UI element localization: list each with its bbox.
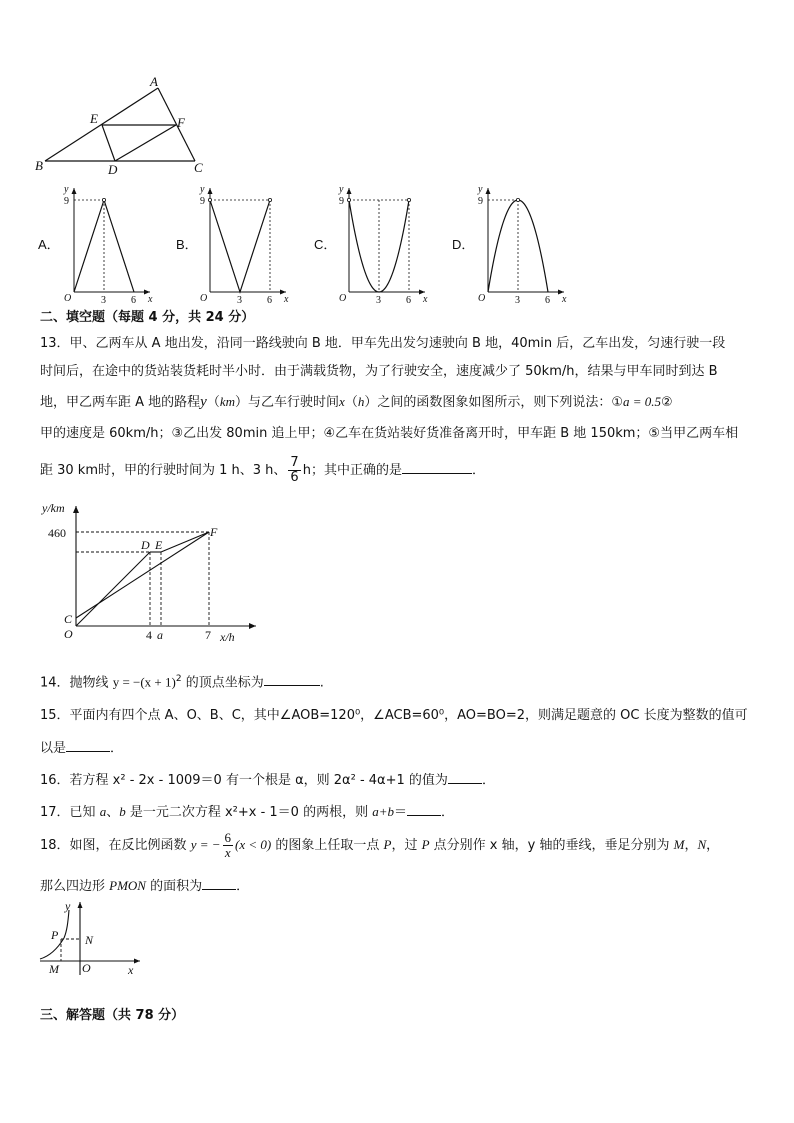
q14-answer-blank[interactable]: [264, 672, 320, 686]
y-axis-arrow: [72, 188, 77, 194]
q14-expression: y = −(x + 1): [112, 674, 176, 690]
option-d-graph: [472, 182, 572, 306]
q13-xlabel: x/h: [220, 630, 235, 644]
vertex-e-label: E: [90, 111, 98, 126]
vertex-c-label: C: [194, 160, 203, 175]
q18-graph-point-n: N: [85, 933, 94, 947]
q13-unit-km: km: [219, 394, 236, 409]
q16-line: [40, 770, 758, 788]
q18-end: ．: [236, 879, 250, 894]
q13-answer-blank[interactable]: [402, 460, 472, 474]
vertex-b-label: B: [35, 158, 43, 173]
q13-number: 13．: [40, 336, 70, 351]
q18-point-p-2: P: [421, 837, 430, 852]
q13-text-3b: （: [206, 395, 220, 410]
q13-text-5a: 距 30 km时，甲的行驶时间为 1 h、3 h、: [40, 463, 287, 478]
q18-graph-point-m: M: [49, 962, 59, 976]
section-2-title: 二、填空题（每题 4 分，共 24 分）: [40, 310, 255, 325]
vertex-f-label: F: [177, 115, 185, 130]
y-axis-label: y: [339, 184, 344, 195]
option-a-label[interactable]: A．: [38, 237, 60, 252]
tick-label-3: 3: [237, 295, 242, 306]
tick-label-9: 9: [200, 196, 205, 207]
function-curve: [210, 200, 270, 292]
q18-graph-point-p: P: [51, 928, 59, 942]
origin-label: O: [339, 293, 347, 304]
option-c-label[interactable]: C．: [314, 237, 337, 252]
tick-label-3: 3: [515, 295, 520, 306]
q13-ylabel: y/km: [42, 501, 65, 515]
q13-point-e: E: [155, 538, 163, 552]
q13-text-1: 甲、乙两车从 A 地出发，沿同一路线驶向 B 地．甲车先出发匀速驶向 B 地，40min 后，乙车出发，匀速行驶一段: [69, 336, 726, 351]
tick-label-6: 6: [131, 295, 136, 306]
q13-text-5b: h；其中正确的是: [302, 463, 402, 478]
q15-line-1: [40, 708, 758, 723]
q17-separator: 、: [106, 805, 120, 820]
triangle-figure: [30, 74, 220, 178]
q13-text-2: 时间后，在途中的货站装货耗时半小时．由于满载货物，为了行驶安全，速度减少了 50km/h，结果与甲车同时到达 B: [40, 364, 718, 379]
q17-end: ．: [441, 805, 455, 820]
option-b-label[interactable]: B．: [176, 237, 198, 252]
q13-text-3e: ）之间的函数图象如图所示，则下列说法：①: [364, 395, 623, 410]
q18-quad-pmon: PMON: [109, 878, 146, 893]
q18-point-n: N: [697, 837, 707, 852]
option-d-label[interactable]: D．: [452, 237, 475, 252]
tick-label-9: 9: [339, 196, 344, 207]
q18-fraction-denominator: x: [224, 845, 231, 860]
q13-fraction: [288, 456, 300, 485]
q18-y-axis-label: y: [65, 899, 71, 913]
tick-label-3: 3: [101, 295, 106, 306]
tick-label-6: 6: [406, 295, 411, 306]
q16-answer-blank[interactable]: [448, 770, 482, 784]
endpoint-marker: [208, 198, 211, 201]
q18-text-b: 的图象上任取一点: [271, 838, 384, 853]
q13-line-5: [40, 452, 758, 490]
q18-inverse-function-graph: [36, 898, 146, 980]
q14-exponent: 2: [175, 674, 182, 684]
q14-text-b: 的顶点坐标为: [181, 675, 264, 691]
q17-answer-blank[interactable]: [407, 802, 441, 816]
q15-text-2: 以是: [40, 741, 67, 756]
q13-line-4: [40, 426, 758, 441]
q13-point-f: F: [210, 525, 218, 539]
q13-unit-h: h: [357, 394, 365, 409]
q13-eq-a: a = 0.5: [623, 394, 662, 409]
q17-line: [40, 802, 758, 820]
q15-line-2: [40, 738, 758, 756]
y-axis-arrow: [486, 188, 491, 194]
tick-label-9: 9: [478, 196, 483, 207]
q15-end: ．: [110, 741, 124, 756]
q15-text-1: 平面内有四个点 A、O、B、C，其中∠AOB=120⁰，∠ACB=60⁰，AO=BO=2，则满足题意的 OC 长度为整数的值可: [69, 708, 748, 723]
q17-number: 17．: [40, 805, 70, 820]
section-3-title: 三、解答题（共 78 分）: [40, 1008, 185, 1023]
q18-point-m: M: [673, 837, 685, 852]
endpoint-marker: [347, 198, 350, 201]
option-a-graph: [58, 182, 158, 306]
fraction-numerator: 7: [290, 455, 299, 470]
q13-tick-4: 4: [146, 628, 152, 642]
q18-text-a: 如图，在反比例函数: [69, 838, 191, 853]
q18-text-c: ，过: [391, 838, 422, 853]
y-axis-label: y: [200, 184, 205, 195]
y-axis-arrow: [347, 188, 352, 194]
q14-number: 14．: [40, 675, 70, 691]
q14-end: .: [319, 675, 324, 691]
tick-label-6: 6: [545, 295, 550, 306]
endpoint-marker: [407, 198, 410, 201]
q13-text-3f: ②: [661, 395, 673, 410]
endpoint-marker: [516, 198, 519, 201]
q13-var-y: y: [200, 394, 207, 410]
q13-text-3d: （: [344, 395, 358, 410]
q13-end: ．: [471, 463, 485, 478]
q13-distance-time-graph: [38, 496, 278, 646]
q18-line-2: [40, 876, 758, 894]
tick-label-3: 3: [376, 295, 381, 306]
x-axis-label: x: [284, 294, 289, 305]
x-axis-label: x: [423, 294, 428, 305]
q17-text-b: 是一元二次方程 x²+x - 1＝0 的两根，则: [125, 805, 373, 820]
q18-text-f: 那么四边形: [40, 879, 110, 894]
q18-answer-blank[interactable]: [202, 876, 236, 890]
q18-fraction: [223, 831, 234, 860]
q16-end: ．: [481, 773, 495, 788]
q13-origin: O: [64, 627, 73, 641]
q13-line-2: [40, 364, 758, 379]
q14-line: [40, 672, 758, 690]
q18-text-e: ，: [706, 838, 720, 853]
origin-label: O: [64, 293, 72, 304]
q13-var-x: x: [339, 394, 345, 409]
vertex-a-label: A: [150, 74, 158, 89]
q17-var-a: a: [99, 804, 107, 819]
option-b-graph: [194, 182, 294, 306]
tick-label-6: 6: [267, 295, 272, 306]
q17-sum: a+b: [372, 804, 395, 819]
option-c-graph: [333, 182, 433, 306]
q13-text-3c: ）与乙车行驶时间: [235, 395, 340, 410]
q18-line-1: [40, 826, 758, 865]
y-axis-arrow: [208, 188, 213, 194]
q13-text-3a: 地，甲乙两车距 A 地的路程: [40, 395, 201, 410]
q18-x-axis-label: x: [128, 963, 134, 977]
origin-label: O: [200, 293, 208, 304]
q18-fraction-numerator: 6: [224, 830, 232, 845]
fraction-denominator: 6: [290, 470, 299, 485]
endpoint-marker: [268, 198, 271, 201]
q18-graph-origin: O: [82, 961, 91, 975]
q18-text-g: 的面积为: [145, 879, 203, 894]
x-axis-label: x: [148, 294, 153, 305]
y-axis-label: y: [64, 184, 69, 195]
q17-text-a: 已知: [69, 805, 100, 820]
vertex-d-label: D: [108, 162, 118, 177]
q18-point-p: P: [383, 837, 392, 852]
q18-comma: ，: [684, 838, 698, 853]
q13-point-d: D: [141, 538, 150, 552]
x-axis-label: x: [562, 294, 567, 305]
q13-line-3: [40, 394, 758, 410]
q13-tick-7: 7: [205, 628, 211, 642]
q15-number: 15．: [40, 708, 70, 723]
origin-label: O: [478, 293, 486, 304]
q18-domain: (x < 0): [235, 837, 272, 852]
tick-label-9: 9: [64, 196, 69, 207]
q18-func-y: y = −: [190, 837, 221, 852]
q16-number: 16．: [40, 773, 70, 788]
q18-number: 18．: [40, 838, 70, 853]
q13-tick-a: a: [157, 628, 163, 642]
q13-line-1: [40, 336, 758, 351]
endpoint-marker: [102, 198, 105, 201]
q18-text-d: 点分别作 x 轴，y 轴的垂线，垂足分别为: [429, 838, 674, 853]
q13-point-c: C: [64, 612, 73, 626]
q13-text-4: 甲的速度是 60km/h；③乙出发 80min 追上甲；④乙车在货站装好货准备离开时，甲车距 B 地 150km；⑤当甲乙两车相: [40, 426, 739, 441]
q13-tick-460: 460: [48, 526, 66, 540]
q15-answer-blank[interactable]: [66, 738, 110, 752]
q17-text-c: ＝: [394, 805, 408, 820]
q14-text-a: 抛物线: [69, 675, 113, 691]
q17-var-b: b: [119, 804, 126, 819]
q16-text: 若方程 x² - 2x - 1009＝0 有一个根是 α，则 2α² - 4α+1 的值为: [69, 773, 448, 788]
y-axis-label: y: [478, 184, 483, 195]
